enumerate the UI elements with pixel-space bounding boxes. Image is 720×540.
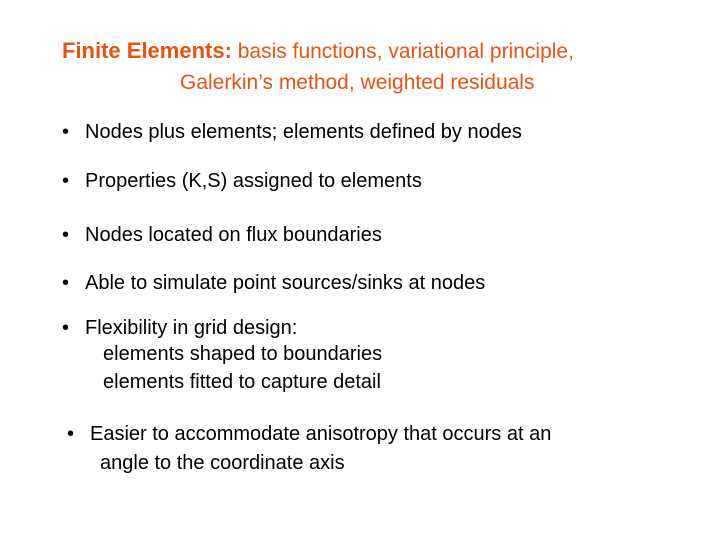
bullet-dot: • xyxy=(62,317,70,339)
bullet-subline: angle to the coordinate axis xyxy=(100,452,345,474)
bullet-dot: • xyxy=(62,272,70,294)
slide-title-line-2: Galerkin’s method, weighted residuals xyxy=(180,71,535,94)
title-rest: basis functions, variational principle, xyxy=(231,40,574,63)
bullet-text: Nodes plus elements; elements defined by nodes xyxy=(85,121,522,143)
bullet-dot: • xyxy=(62,121,70,143)
bullet-dot: • xyxy=(62,224,70,246)
bullet-text: Flexibility in grid design: xyxy=(85,317,298,339)
bullet-subline: elements fitted to capture detail xyxy=(103,371,381,393)
bullet-text: Nodes located on flux boundaries xyxy=(85,224,382,246)
bullet-dot: • xyxy=(67,423,75,445)
title-strong: Finite Elements: xyxy=(62,38,232,63)
slide-title xyxy=(62,38,574,64)
bullet-text: Properties (K,S) assigned to elements xyxy=(85,170,422,192)
bullet-text: Easier to accommodate anisotropy that occurs at an xyxy=(90,423,552,445)
bullet-dot: • xyxy=(62,170,70,192)
bullet-text: Able to simulate point sources/sinks at nodes xyxy=(85,272,486,294)
bullet-subline: elements shaped to boundaries xyxy=(103,343,383,365)
